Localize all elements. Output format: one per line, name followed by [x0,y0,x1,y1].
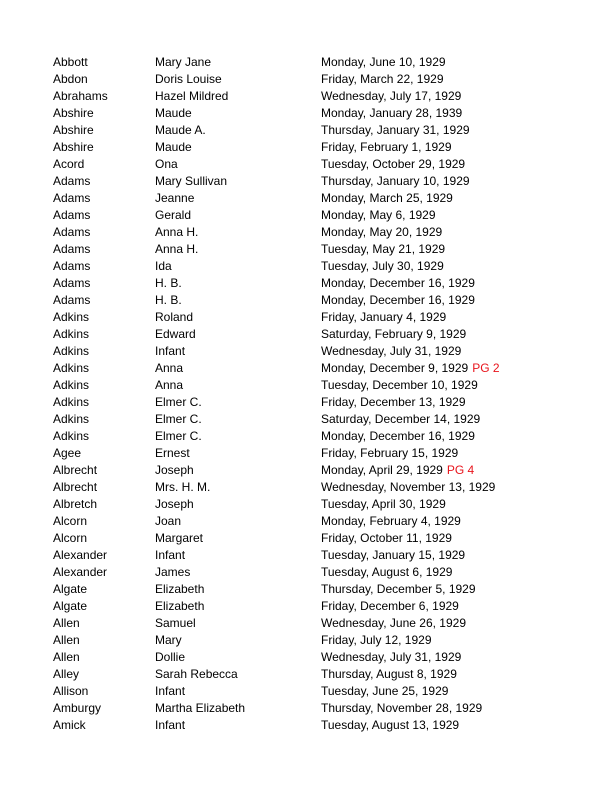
table-row [53,479,593,496]
table-row [53,513,593,530]
date-text: Monday, April 29, 1929 [321,463,443,477]
date-text: Monday, December 9, 1929 [321,361,469,375]
given-name-cell: James [155,565,191,579]
date-cell [321,394,466,411]
date-text: Tuesday, June 25, 1929 [321,684,449,698]
date-text: Tuesday, October 29, 1929 [321,157,466,171]
given-name-cell: Maude A. [155,123,206,137]
date-text: Tuesday, May 21, 1929 [321,242,446,256]
date-text: Thursday, January 31, 1929 [321,123,470,137]
date-cell [321,445,458,462]
table-row [53,394,593,411]
surname-cell: Alexander [53,548,108,562]
given-name-cell: Mrs. H. M. [155,480,211,494]
date-cell [321,54,446,71]
given-name-cell: Edward [155,327,196,341]
page-note: PG 2 [472,361,500,375]
surname-cell: Adams [53,191,91,205]
table-row [53,411,593,428]
surname-cell: Adkins [53,429,90,443]
date-text: Wednesday, July 31, 1929 [321,650,462,664]
surname-cell: Alcorn [53,531,88,545]
page-note: PG 4 [446,463,475,477]
table-row [53,139,593,156]
surname-cell: Albretch [53,497,98,511]
surname-cell: Algate [53,599,88,613]
surname-cell: Allen [53,650,80,664]
given-name-cell: Anna [155,361,184,375]
surname-cell: Adkins [53,378,90,392]
table-row [53,683,593,700]
date-cell [321,700,482,717]
date-text: Saturday, December 14, 1929 [321,412,481,426]
date-cell [321,88,461,105]
date-cell [321,632,432,649]
surname-cell: Adams [53,259,91,273]
given-name-cell: Elmer C. [155,412,202,426]
date-cell [321,615,466,632]
given-name-cell: Doris Louise [155,72,222,86]
date-text: Friday, July 12, 1929 [321,633,432,647]
table-row [53,71,593,88]
date-cell [321,530,452,547]
given-name-cell: Samuel [155,616,196,630]
date-cell [321,275,475,292]
date-text: Wednesday, November 13, 1929 [321,480,496,494]
date-cell [321,649,461,666]
record-list [53,54,593,734]
surname-cell: Allen [53,616,80,630]
surname-cell: Algate [53,582,88,596]
given-name-cell: Infant [155,344,186,358]
given-name-cell: Roland [155,310,194,324]
table-row [53,156,593,173]
table-row [53,530,593,547]
surname-cell: Adkins [53,344,90,358]
table-row [53,326,593,343]
date-cell [321,411,480,428]
surname-cell: Adams [53,208,91,222]
table-row [53,615,593,632]
given-name-cell: Joseph [155,497,194,511]
table-row [53,462,593,479]
date-text: Saturday, February 9, 1929 [321,327,467,341]
date-cell [321,564,452,581]
surname-cell: Agee [53,446,82,460]
date-cell [321,496,446,513]
date-text: Tuesday, August 13, 1929 [321,718,460,732]
given-name-cell: Joan [155,514,182,528]
given-name-cell: Martha Elizabeth [155,701,246,715]
surname-cell: Adams [53,293,91,307]
table-row [53,173,593,190]
date-cell [321,683,448,700]
surname-cell: Abdon [53,72,88,86]
date-text: Wednesday, July 31, 1929 [321,344,462,358]
table-row [53,122,593,139]
date-cell [321,207,436,224]
surname-cell: Alcorn [53,514,88,528]
surname-cell: Amick [53,718,86,732]
date-text: Monday, June 10, 1929 [321,55,446,69]
table-row [53,292,593,309]
given-name-cell: Elizabeth [155,582,205,596]
table-row [53,581,593,598]
given-name-cell: Gerald [155,208,192,222]
given-name-cell: Maude [155,106,192,120]
table-row [53,717,593,734]
date-cell [321,139,452,156]
table-row [53,258,593,275]
date-cell [321,377,478,394]
date-cell [321,581,476,598]
date-text: Friday, January 4, 1929 [321,310,447,324]
table-row [53,649,593,666]
given-name-cell: Ona [155,157,178,171]
given-name-cell: Mary Jane [155,55,212,69]
given-name-cell: Joseph [155,463,194,477]
table-row [53,105,593,122]
given-name-cell: Ernest [155,446,190,460]
date-text: Monday, January 28, 1939 [321,106,463,120]
date-cell [321,224,442,241]
table-row [53,309,593,326]
surname-cell: Abrahams [53,89,108,103]
given-name-cell: Jeanne [155,191,195,205]
date-text: Monday, May 20, 1929 [321,225,443,239]
date-cell [321,258,444,275]
date-text: Thursday, November 28, 1929 [321,701,483,715]
table-row [53,224,593,241]
surname-cell: Adkins [53,361,90,375]
date-text: Friday, February 1, 1929 [321,140,452,154]
date-cell [321,190,453,207]
date-text: Tuesday, January 15, 1929 [321,548,466,562]
date-text: Tuesday, July 30, 1929 [321,259,444,273]
date-text: Friday, October 11, 1929 [321,531,452,545]
date-cell [321,122,470,139]
surname-cell: Adams [53,242,91,256]
date-text: Monday, December 16, 1929 [321,293,475,307]
table-row [53,54,593,71]
given-name-cell: Anna H. [155,225,199,239]
surname-cell: Adams [53,174,91,188]
table-row [53,360,593,377]
given-name-cell: H. B. [155,276,182,290]
table-row [53,445,593,462]
surname-cell: Alexander [53,565,108,579]
surname-cell: Adkins [53,395,90,409]
date-cell [321,343,461,360]
given-name-cell: Elizabeth [155,599,205,613]
given-name-cell: Anna H. [155,242,199,256]
surname-cell: Albrecht [53,480,98,494]
surname-cell: Alley [53,667,80,681]
surname-cell: Abshire [53,106,94,120]
given-name-cell: Margaret [155,531,204,545]
surname-cell: Abshire [53,140,94,154]
given-name-cell: Mary [155,633,182,647]
date-text: Wednesday, July 17, 1929 [321,89,462,103]
date-cell [321,173,470,190]
date-text: Monday, February 4, 1929 [321,514,461,528]
table-row [53,547,593,564]
given-name-cell: Infant [155,684,186,698]
surname-cell: Adkins [53,327,90,341]
date-cell [321,428,475,445]
date-cell [321,479,495,496]
surname-cell: Adams [53,276,91,290]
surname-cell: Amburgy [53,701,102,715]
given-name-cell: Maude [155,140,192,154]
given-name-cell: Infant [155,718,186,732]
date-text: Monday, December 16, 1929 [321,276,475,290]
date-text: Friday, March 22, 1929 [321,72,444,86]
surname-cell: Albrecht [53,463,98,477]
table-row [53,632,593,649]
date-cell [321,462,474,479]
date-cell [321,717,459,734]
table-row [53,496,593,513]
date-cell [321,156,465,173]
given-name-cell: H. B. [155,293,182,307]
date-cell [321,292,475,309]
table-row [53,666,593,683]
date-text: Friday, February 15, 1929 [321,446,459,460]
given-name-cell: Anna [155,378,184,392]
date-cell [321,105,462,122]
given-name-cell: Elmer C. [155,429,202,443]
table-row [53,564,593,581]
surname-cell: Adams [53,225,91,239]
date-cell [321,360,500,377]
given-name-cell: Mary Sullivan [155,174,228,188]
date-cell [321,513,461,530]
date-text: Monday, March 25, 1929 [321,191,453,205]
table-row [53,275,593,292]
date-cell [321,326,466,343]
given-name-cell: Ida [155,259,172,273]
given-name-cell: Dollie [155,650,186,664]
table-row [53,241,593,258]
table-row [53,190,593,207]
date-cell [321,309,446,326]
date-text: Monday, May 6, 1929 [321,208,436,222]
date-text: Monday, December 16, 1929 [321,429,475,443]
surname-cell: Abbott [53,55,88,69]
surname-cell: Abshire [53,123,94,137]
date-text: Wednesday, June 26, 1929 [321,616,466,630]
table-row [53,343,593,360]
date-text: Tuesday, April 30, 1929 [321,497,446,511]
surname-cell: Adkins [53,310,90,324]
surname-cell: Adkins [53,412,90,426]
given-name-cell: Hazel Mildred [155,89,229,103]
surname-cell: Allen [53,633,80,647]
given-name-cell: Elmer C. [155,395,202,409]
table-row [53,377,593,394]
date-text: Friday, December 13, 1929 [321,395,466,409]
date-text: Thursday, January 10, 1929 [321,174,470,188]
date-cell [321,666,457,683]
date-cell [321,71,444,88]
given-name-cell: Sarah Rebecca [155,667,238,681]
date-text: Tuesday, December 10, 1929 [321,378,478,392]
table-row [53,207,593,224]
date-cell [321,547,465,564]
date-text: Tuesday, August 6, 1929 [321,565,453,579]
table-row [53,88,593,105]
table-row [53,598,593,615]
given-name-cell: Infant [155,548,186,562]
surname-cell: Acord [53,157,85,171]
date-cell [321,598,459,615]
date-text: Thursday, December 5, 1929 [321,582,476,596]
date-text: Thursday, August 8, 1929 [321,667,457,681]
table-row [53,428,593,445]
date-text: Friday, December 6, 1929 [321,599,459,613]
table-row [53,700,593,717]
date-cell [321,241,445,258]
surname-cell: Allison [53,684,89,698]
